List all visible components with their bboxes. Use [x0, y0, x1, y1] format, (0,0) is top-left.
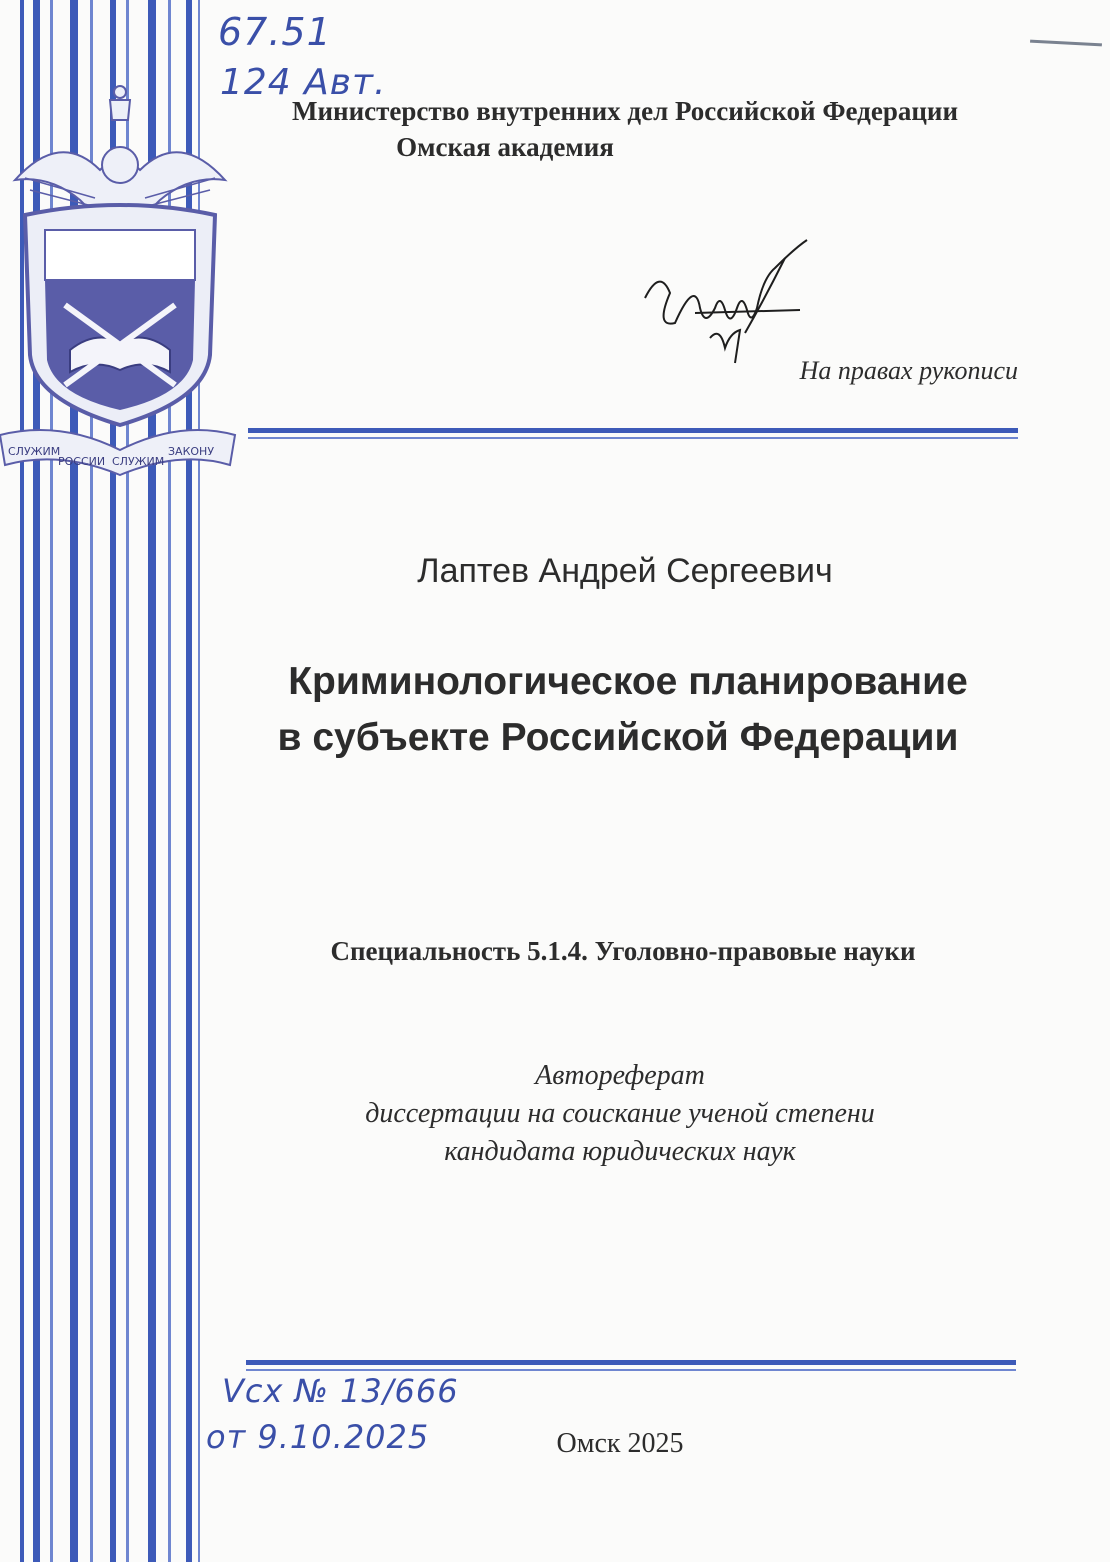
specialty: Специальность 5.1.4. Уголовно-правовые науки [330, 936, 916, 966]
motto-word: РОССИИ [58, 455, 106, 468]
manuscript-note: На правах рукописи [799, 356, 1018, 385]
signature-icon [635, 238, 815, 368]
city-year: Омск 2025 [556, 1428, 684, 1459]
bottom-divider [246, 1360, 1016, 1374]
academy-name: Омская академия [396, 132, 614, 162]
handwritten-reg-line1: Vcx № 13/666 [222, 1372, 459, 1410]
dissertation-title-line2: в субъекте Российской Федерации [277, 716, 959, 759]
academy-emblem-icon [0, 80, 240, 490]
ministry-name: Министерство внутренних дел Российской Федерации [291, 96, 959, 126]
pencil-mark-icon [1030, 36, 1102, 50]
motto-word: СЛУЖИМ [8, 445, 61, 458]
abstract-line3: кандидата юридических наук [444, 1136, 796, 1167]
abstract-line1: Автореферат [535, 1060, 705, 1091]
handwritten-code-line1: 67.51 [218, 10, 332, 54]
top-divider [248, 428, 1018, 442]
motto-word: ЗАКОНУ [168, 445, 215, 458]
abstract-line2: диссертации на соискание ученой степени [365, 1098, 875, 1129]
dissertation-title-line1: Криминологическое планирование [288, 660, 968, 703]
handwritten-code-line2: 124 Авт. [220, 62, 387, 103]
handwritten-reg-line2: от 9.10.2025 [206, 1418, 430, 1456]
author-name: Лаптев Андрей Сергеевич [417, 552, 833, 590]
motto-word: СЛУЖИМ [112, 455, 165, 468]
